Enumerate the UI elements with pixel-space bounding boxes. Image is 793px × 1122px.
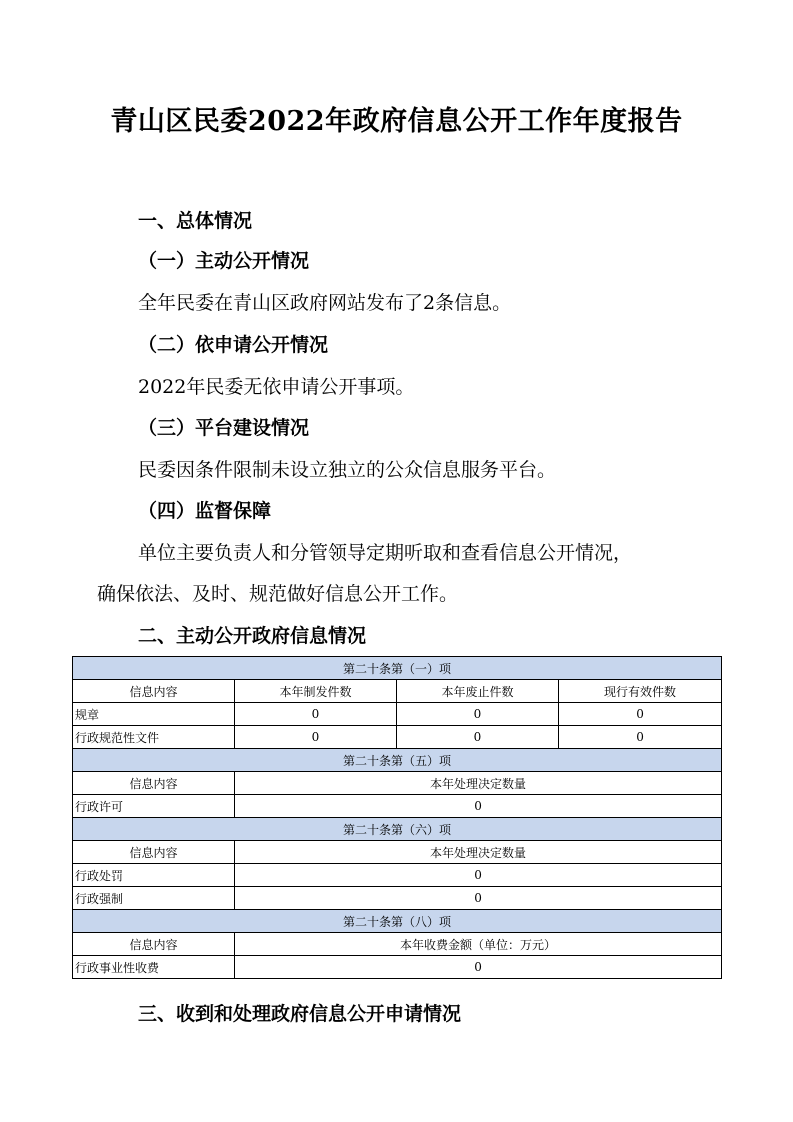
column-header: 本年制发件数	[235, 680, 397, 703]
cell-value: 0	[235, 703, 397, 726]
table-section-header	[73, 910, 722, 933]
row-label: 行政处罚	[73, 864, 235, 887]
table-section-header	[73, 818, 722, 841]
paragraph-platform: 民委因条件限制未设立独立的公众信息服务平台。	[138, 459, 557, 481]
subheading-platform: （三）平台建设情况	[138, 417, 310, 439]
active-disclosure-table	[72, 656, 722, 979]
column-header: 本年处理决定数量	[235, 841, 722, 864]
table-row	[73, 703, 722, 726]
subheading-supervision: （四）监督保障	[138, 500, 272, 522]
table-row	[73, 795, 722, 818]
column-header: 信息内容	[73, 933, 235, 956]
cell-value: 0	[397, 703, 559, 726]
column-header: 信息内容	[73, 841, 235, 864]
paragraph-active-disclosure: 全年民委在青山区政府网站发布了2条信息。	[138, 292, 512, 314]
row-label: 行政强制	[73, 887, 235, 910]
cell-value: 0	[397, 726, 559, 749]
table-row	[73, 887, 722, 910]
table-header-row	[73, 841, 722, 864]
subheading-active-disclosure: （一）主动公开情况	[138, 250, 310, 272]
cell-value: 0	[235, 887, 722, 910]
section-title-article-20-8: 第二十条第（八）项	[73, 910, 722, 933]
section-title-article-20-1: 第二十条第（一）项	[73, 657, 722, 680]
paragraph-supervision-line1: 单位主要负责人和分管领导定期听取和查看信息公开情况，	[138, 542, 633, 564]
row-label: 规章	[73, 703, 235, 726]
column-header: 现行有效件数	[559, 680, 722, 703]
paragraph-supervision-line2: 确保依法、及时、规范做好信息公开工作。	[97, 583, 459, 605]
column-header: 信息内容	[73, 772, 235, 795]
cell-value: 0	[235, 726, 397, 749]
paragraph-request-disclosure: 2022年民委无依申请公开事项。	[138, 376, 415, 398]
table-section-header	[73, 749, 722, 772]
section-heading-overview: 一、总体情况	[138, 210, 253, 232]
table-row	[73, 726, 722, 749]
column-header: 本年收费金额（单位：万元）	[235, 933, 722, 956]
table-row	[73, 956, 722, 979]
row-label: 行政事业性收费	[73, 956, 235, 979]
cell-value: 0	[235, 795, 722, 818]
cell-value: 0	[559, 726, 722, 749]
cell-value: 0	[559, 703, 722, 726]
cell-value: 0	[235, 956, 722, 979]
row-label: 行政规范性文件	[73, 726, 235, 749]
row-label: 行政许可	[73, 795, 235, 818]
table-header-row	[73, 933, 722, 956]
section-heading-active-info: 二、主动公开政府信息情况	[138, 625, 367, 647]
table-header-row	[73, 772, 722, 795]
table-section-header	[73, 657, 722, 680]
cell-value: 0	[235, 864, 722, 887]
section-heading-requests: 三、收到和处理政府信息公开申请情况	[138, 1003, 462, 1025]
section-title-article-20-6: 第二十条第（六）项	[73, 818, 722, 841]
table-header-row	[73, 680, 722, 703]
section-title-article-20-5: 第二十条第（五）项	[73, 749, 722, 772]
report-title: 青山区民委2022年政府信息公开工作年度报告	[110, 106, 683, 137]
column-header: 本年废止件数	[397, 680, 559, 703]
subheading-request-disclosure: （二）依申请公开情况	[138, 334, 329, 356]
column-header: 本年处理决定数量	[235, 772, 722, 795]
table-row	[73, 864, 722, 887]
column-header: 信息内容	[73, 680, 235, 703]
